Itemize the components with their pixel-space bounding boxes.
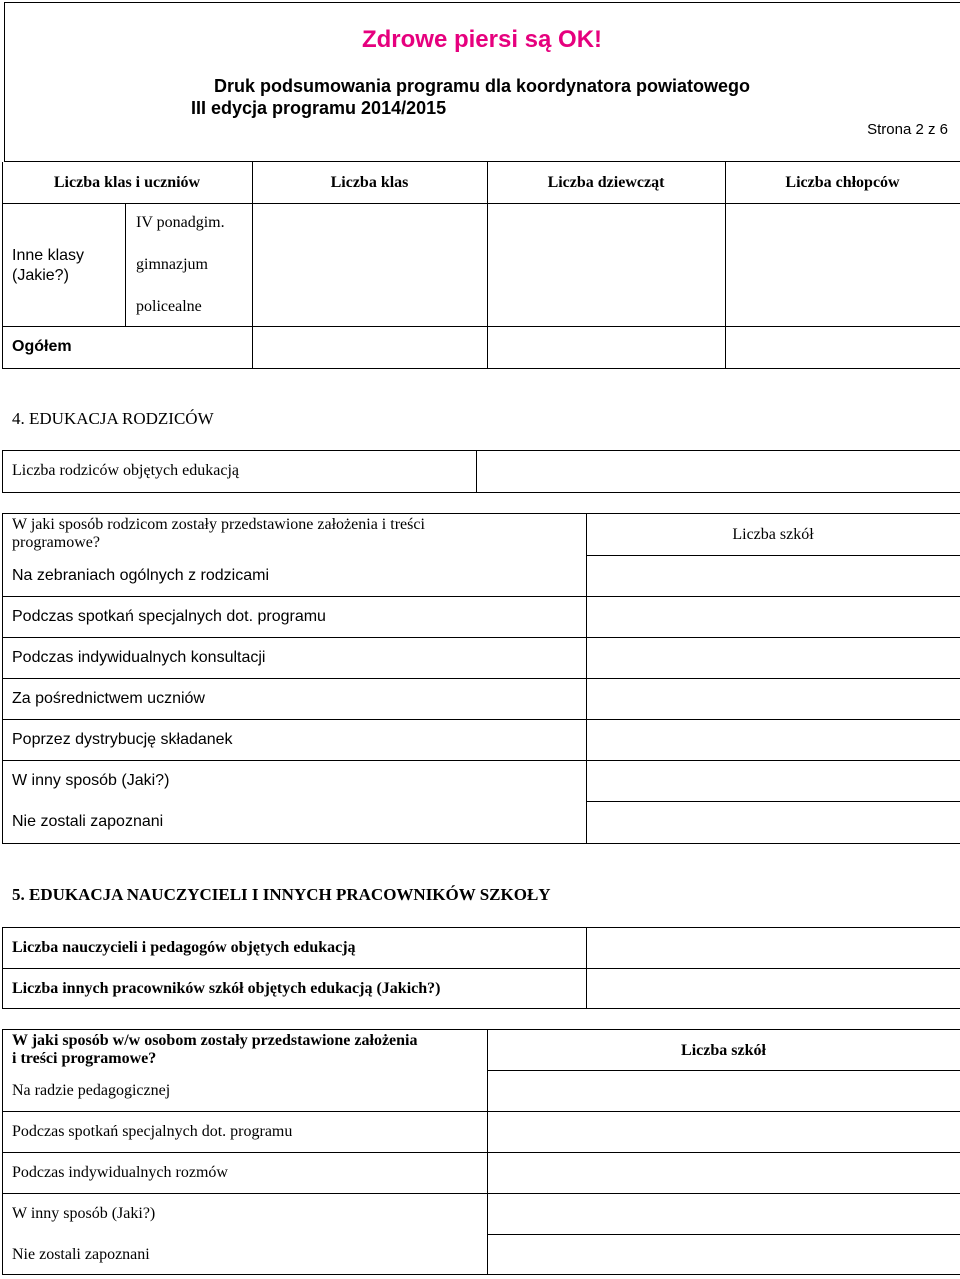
other-staff-count-label: Liczba innych pracowników szkół objętych edukacją (Jakich?) xyxy=(12,980,441,997)
section-4-heading: 4. EDUKACJA RODZICÓW xyxy=(12,409,214,428)
parents-method-special-meetings: Podczas spotkań specjalnych dot. programu xyxy=(12,608,326,625)
other-classes-label: Inne klasy (Jakie?) xyxy=(12,247,85,284)
staff-method-teachers-council: Na radzie pedagogicznej xyxy=(12,1082,171,1099)
teachers-count-label: Liczba nauczycieli i pedagogów objętych edukacją xyxy=(12,939,356,956)
class-type-gimnazjum: gimnazjum xyxy=(136,256,208,273)
document-subtitle: Druk podsumowania programu dla koordynatora powiatowego xyxy=(213,76,751,96)
class-type-iv-ponadgim: IV ponadgim. xyxy=(136,214,225,231)
parents-schools-count-header: Liczba szkół xyxy=(732,526,814,543)
staff-question: W jaki sposób w/w osobom zostały przedstawione założenia xyxy=(12,1032,418,1049)
staff-question-cont: i treści programowe? xyxy=(12,1050,157,1067)
staff-method-other: W inny sposób (Jaki?) xyxy=(12,1205,156,1222)
parents-count-label: Liczba rodziców objętych edukacją xyxy=(12,462,239,479)
column-header-boys-count: Liczba chłopców xyxy=(785,174,900,191)
parents-method-not-informed: Nie zostali zapoznani xyxy=(12,813,164,830)
parents-method-general-meetings: Na zebraniach ogólnych z rodzicami xyxy=(12,567,270,584)
parents-method-via-students: Za pośrednictwem uczniów xyxy=(12,690,205,707)
page-title: Zdrowe piersi są OK! xyxy=(361,26,603,53)
parents-question-cont: programowe? xyxy=(12,534,100,551)
page-number: Strona 2 z 6 xyxy=(867,121,948,138)
staff-method-not-informed: Nie zostali zapoznani xyxy=(12,1246,150,1263)
staff-schools-count-header: Liczba szkół xyxy=(681,1042,766,1059)
staff-method-individual-talks: Podczas indywidualnych rozmów xyxy=(12,1164,228,1181)
parents-count-input[interactable] xyxy=(477,451,960,492)
column-header-class-count: Liczba klas xyxy=(330,174,409,191)
parents-method-leaflets: Poprzez dystrybucję składanek xyxy=(12,731,233,748)
staff-method-special-meetings: Podczas spotkań specjalnych dot. programu xyxy=(12,1123,293,1140)
parents-method-other: W inny sposób (Jaki?) xyxy=(12,772,170,789)
parents-method-individual-consultations: Podczas indywidualnych konsultacji xyxy=(12,649,266,666)
parents-question: W jaki sposób rodzicom zostały przedstawione założenia i treści xyxy=(12,516,425,533)
column-header-girls-count: Liczba dziewcząt xyxy=(547,174,665,191)
total-label: Ogółem xyxy=(12,338,72,355)
edition-label: III edycja programu 2014/2015 xyxy=(191,98,447,118)
class-type-policealne: policealne xyxy=(136,298,202,315)
column-header-classes-students: Liczba klas i uczniów xyxy=(53,174,201,191)
section-5-heading: 5. EDUKACJA NAUCZYCIELI I INNYCH PRACOWNIKÓW SZKOŁY xyxy=(12,885,551,904)
